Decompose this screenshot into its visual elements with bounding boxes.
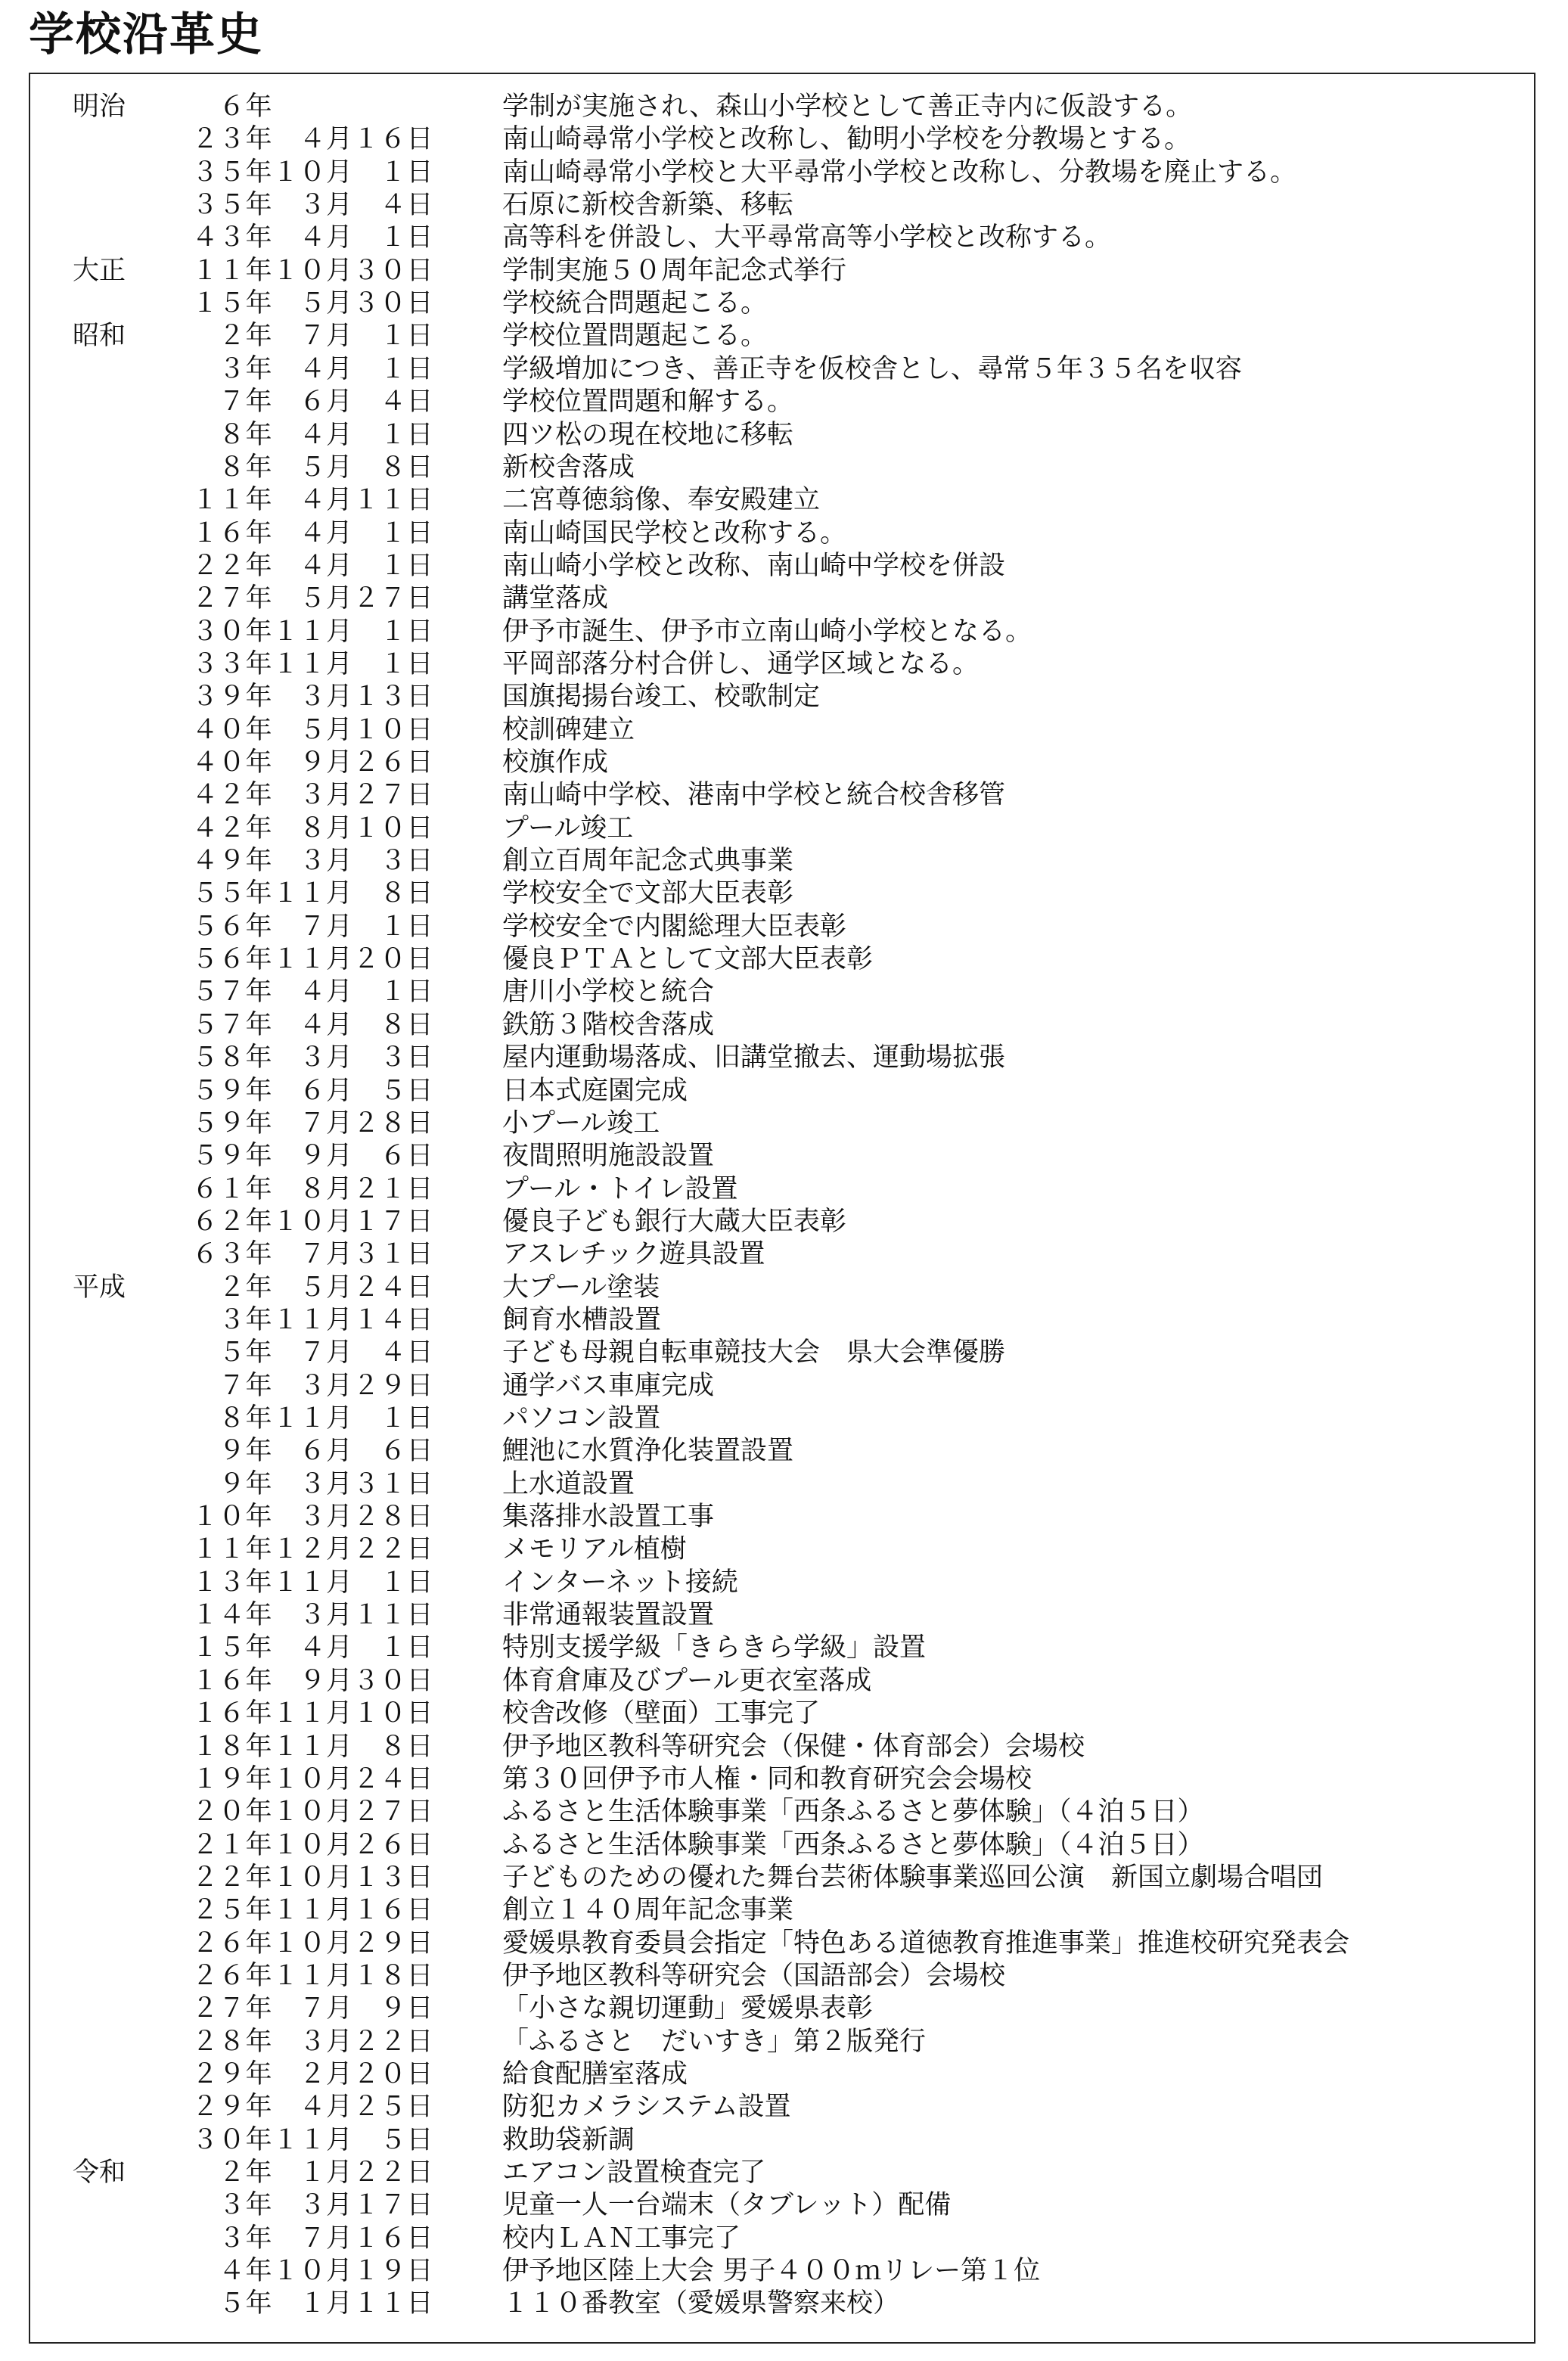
event-cell: 夜間照明施設設置 bbox=[502, 1141, 715, 1172]
date-cell bbox=[136, 2091, 492, 2123]
date-month-day: １１月 ５日 bbox=[272, 2124, 434, 2155]
date-cell bbox=[136, 976, 492, 1008]
event-cell: 講堂落成 bbox=[502, 583, 609, 614]
date-cell bbox=[136, 1337, 492, 1368]
event-cell: 児童一人一台端末（タブレット）配備 bbox=[502, 2190, 952, 2221]
date-year: ７年 bbox=[218, 1370, 272, 1401]
event-cell: 屋内運動場落成、旧講堂撤去、運動場拡張 bbox=[502, 1042, 1006, 1073]
date-year: ５８年 bbox=[191, 1042, 272, 1073]
date-cell bbox=[136, 550, 492, 582]
date-year: ６年 bbox=[218, 92, 272, 122]
date-year: ５５年 bbox=[191, 878, 272, 909]
date-year: ２９年 bbox=[191, 2092, 272, 2123]
date-cell bbox=[136, 845, 492, 877]
date-cell bbox=[136, 484, 492, 516]
date-month-day: １０月２４日 bbox=[272, 1763, 434, 1794]
date-month-day: ５月３０日 bbox=[272, 288, 434, 319]
date-year: ４９年 bbox=[191, 846, 272, 877]
era-label: 明治 bbox=[73, 92, 126, 122]
date-year: ２６年 bbox=[191, 1960, 272, 1991]
date-year: １６年 bbox=[191, 517, 272, 548]
date-cell bbox=[136, 779, 492, 811]
event-cell: インターネット接続 bbox=[502, 1567, 738, 1598]
event-cell: 学制が実施され、森山小学校として善正寺内に仮設する。 bbox=[502, 92, 1193, 122]
date-month-day: １１月 １日 bbox=[272, 1567, 434, 1598]
date-month-day: ４月 １日 bbox=[272, 353, 434, 384]
date-cell bbox=[136, 1173, 492, 1205]
event-cell: 非常通報装置設置 bbox=[502, 1600, 715, 1631]
date-year: ３年 bbox=[218, 353, 272, 384]
date-month-day: ３月２７日 bbox=[272, 780, 434, 811]
event-cell: 体育倉庫及びプール更衣室落成 bbox=[502, 1665, 872, 1696]
event-cell: メモリアル植樹 bbox=[502, 1534, 687, 1565]
event-cell: 子どものための優れた舞台芸術体験事業巡回公演 新国立劇場合唱団 bbox=[502, 1862, 1324, 1893]
date-cell bbox=[136, 1796, 492, 1828]
date-month-day: １２月２２日 bbox=[272, 1534, 434, 1565]
event-cell: 校旗作成 bbox=[502, 747, 609, 778]
date-year: ４２年 bbox=[191, 780, 272, 811]
date-year: ８年 bbox=[218, 1403, 272, 1434]
date-month-day: ４月 １日 bbox=[272, 977, 434, 1008]
date-cell bbox=[136, 2255, 492, 2287]
event-cell: ふるさと生活体験事業「西条ふるさと夢体験」（４泊５日） bbox=[502, 1829, 1204, 1860]
event-cell: 校舎改修（壁面）工事完了 bbox=[502, 1698, 821, 1729]
event-cell: 学校安全で文部大臣表彰 bbox=[502, 878, 794, 909]
date-year: ３年 bbox=[218, 2223, 272, 2254]
date-month-day: ３月２８日 bbox=[272, 1502, 434, 1533]
event-cell: 校内ＬＡＮ工事完了 bbox=[502, 2223, 741, 2254]
date-cell bbox=[136, 91, 492, 123]
date-year: ４０年 bbox=[191, 714, 272, 745]
date-cell bbox=[136, 681, 492, 713]
event-cell: 学校位置問題和解する。 bbox=[502, 387, 794, 418]
era-label: 令和 bbox=[73, 2158, 126, 2189]
date-cell bbox=[136, 2124, 492, 2156]
event-cell: 高等科を併設し、大平尋常高等小学校と改称する。 bbox=[502, 222, 1112, 253]
date-year: １９年 bbox=[191, 1763, 272, 1794]
date-cell bbox=[136, 2026, 492, 2058]
date-month-day: １１月１８日 bbox=[272, 1960, 434, 1991]
date-month-day: １０月３０日 bbox=[272, 255, 434, 286]
event-cell: 創立１４０周年記念事業 bbox=[502, 1895, 794, 1926]
date-cell bbox=[136, 419, 492, 451]
date-year: ５７年 bbox=[191, 1009, 272, 1040]
event-cell: 南山崎国民学校と改称する。 bbox=[502, 517, 847, 548]
date-cell bbox=[136, 1829, 492, 1861]
date-cell bbox=[136, 878, 492, 909]
event-cell: 校訓碑建立 bbox=[502, 714, 635, 745]
date-cell bbox=[136, 287, 492, 319]
date-cell bbox=[136, 1960, 492, 1992]
date-year: １６年 bbox=[191, 1698, 272, 1729]
date-cell bbox=[136, 1238, 492, 1270]
date-month-day: ６月 ５日 bbox=[272, 1075, 434, 1106]
date-month-day: ３月２２日 bbox=[272, 2026, 434, 2057]
date-month-day: ７月２８日 bbox=[272, 1107, 434, 1139]
event-cell: 南山崎小学校と改称、南山崎中学校を併設 bbox=[502, 550, 1006, 581]
date-month-day: １０月２７日 bbox=[272, 1797, 434, 1828]
date-year: ２２年 bbox=[191, 550, 272, 581]
date-cell bbox=[136, 320, 492, 352]
event-cell: アスレチック遊具設置 bbox=[502, 1239, 765, 1270]
event-cell: 石原に新校舎新築、移転 bbox=[502, 190, 794, 221]
date-year: ２７年 bbox=[191, 1993, 272, 2024]
event-cell: 鉄筋３階校舎落成 bbox=[502, 1009, 715, 1040]
date-month-day: ５月１０日 bbox=[272, 714, 434, 745]
date-month-day: ３月１３日 bbox=[272, 682, 434, 713]
date-month-day: ３月 ４日 bbox=[272, 190, 434, 221]
date-year: ３５年 bbox=[191, 190, 272, 221]
date-year: ３０年 bbox=[191, 2124, 272, 2155]
event-cell: プール竣工 bbox=[502, 812, 634, 843]
date-month-day: ８月１０日 bbox=[272, 812, 434, 843]
date-month-day: ３月１１日 bbox=[272, 1600, 434, 1631]
date-cell bbox=[136, 353, 492, 385]
date-year: ５７年 bbox=[191, 977, 272, 1008]
event-cell: 鯉池に水質浄化装置設置 bbox=[502, 1436, 794, 1467]
date-month-day: ９月 ６日 bbox=[272, 1141, 434, 1172]
event-cell: 通学バス車庫完成 bbox=[502, 1370, 715, 1401]
date-month-day: ４月２５日 bbox=[272, 2092, 434, 2123]
date-cell bbox=[136, 911, 492, 943]
date-year: ３年 bbox=[218, 2190, 272, 2221]
date-cell bbox=[136, 648, 492, 680]
date-month-day: ４月１６日 bbox=[272, 124, 434, 155]
date-year: ５９年 bbox=[191, 1107, 272, 1139]
date-year: ３３年 bbox=[191, 648, 272, 679]
date-month-day: ７月３１日 bbox=[272, 1239, 434, 1270]
date-year: ４年 bbox=[218, 2256, 272, 2287]
date-year: ２５年 bbox=[191, 1895, 272, 1926]
date-year: ２１年 bbox=[191, 1829, 272, 1860]
date-year: ２０年 bbox=[191, 1797, 272, 1828]
event-cell: 学校位置問題起こる。 bbox=[502, 321, 768, 352]
date-cell bbox=[136, 386, 492, 418]
date-month-day: １０月１９日 bbox=[272, 2256, 434, 2287]
date-cell bbox=[136, 1928, 492, 1959]
date-month-day: ４月 １日 bbox=[272, 419, 434, 450]
date-year: １６年 bbox=[191, 1665, 272, 1696]
event-cell: 学級増加につき、善正寺を仮校舎とし、尋常５年３５名を収容 bbox=[502, 353, 1242, 384]
event-cell: 愛媛県教育委員会指定「特色ある道徳教育推進事業」推進校研究発表会 bbox=[502, 1928, 1350, 1959]
event-cell: パソコン設置 bbox=[502, 1403, 661, 1434]
date-cell bbox=[136, 1665, 492, 1697]
date-cell bbox=[136, 2288, 492, 2319]
date-month-day: １０月 １日 bbox=[272, 157, 434, 188]
date-month-day: １１月１４日 bbox=[272, 1304, 434, 1335]
date-cell bbox=[136, 582, 492, 614]
date-cell bbox=[136, 1533, 492, 1565]
date-cell bbox=[136, 1501, 492, 1533]
date-year: １１年 bbox=[191, 255, 272, 286]
date-year: １５年 bbox=[191, 288, 272, 319]
date-cell bbox=[136, 1042, 492, 1073]
date-month-day: １１月 ８日 bbox=[272, 1731, 434, 1762]
date-cell bbox=[136, 1731, 492, 1763]
date-year: １１年 bbox=[191, 485, 272, 516]
date-year: ５６年 bbox=[191, 911, 272, 942]
date-month-day: ４月 ８日 bbox=[272, 1009, 434, 1040]
date-cell bbox=[136, 1304, 492, 1336]
date-month-day: ４月 １日 bbox=[272, 1633, 434, 1664]
date-year: １１年 bbox=[191, 1534, 272, 1565]
date-cell bbox=[136, 747, 492, 778]
date-month-day: ５月 ８日 bbox=[272, 452, 434, 483]
date-month-day: １１月 ８日 bbox=[272, 878, 434, 909]
date-month-day: ７月 １日 bbox=[272, 321, 434, 352]
date-year: ５６年 bbox=[191, 944, 272, 975]
date-month-day: ４月 １日 bbox=[272, 517, 434, 548]
date-year: ６２年 bbox=[191, 1206, 272, 1237]
date-cell bbox=[136, 1599, 492, 1631]
page-title: 学校沿革史 bbox=[29, 8, 263, 61]
date-cell bbox=[136, 1632, 492, 1664]
event-cell: 伊予市誕生、伊予市立南山崎小学校となる。 bbox=[502, 616, 1032, 647]
date-month-day: １１月２０日 bbox=[272, 944, 434, 975]
event-cell: 南山崎尋常小学校と大平尋常小学校と改称し、分教場を廃止する。 bbox=[502, 157, 1297, 188]
era-label: 昭和 bbox=[73, 321, 126, 352]
date-cell bbox=[136, 1993, 492, 2024]
date-month-day: ５月２４日 bbox=[272, 1272, 434, 1303]
event-cell: 優良ＰＴＡとして文部大臣表彰 bbox=[502, 944, 874, 975]
event-cell: 伊予地区教科等研究会（保健・体育部会）会場校 bbox=[502, 1731, 1085, 1762]
event-cell: 集落排水設置工事 bbox=[502, 1502, 715, 1533]
date-year: ３０年 bbox=[191, 616, 272, 647]
date-cell bbox=[136, 1370, 492, 1402]
event-cell: プール・トイレ設置 bbox=[502, 1173, 738, 1204]
event-cell: 学校統合問題起こる。 bbox=[502, 288, 768, 319]
date-month-day: １０月２６日 bbox=[272, 1829, 434, 1860]
date-month-day: ３月３１日 bbox=[272, 1468, 434, 1499]
date-year: ２年 bbox=[218, 2158, 272, 2189]
date-month-day: ３月 ３日 bbox=[272, 1042, 434, 1073]
event-cell: 二宮尊徳翁像、奉安殿建立 bbox=[502, 485, 821, 516]
date-cell bbox=[136, 222, 492, 253]
date-cell bbox=[136, 123, 492, 155]
date-month-day: １１月 １日 bbox=[272, 1403, 434, 1434]
date-month-day: １０月１３日 bbox=[272, 1862, 434, 1893]
event-cell: 「ふるさと だいすき」第２版発行 bbox=[502, 2026, 927, 2057]
date-month-day: ４月 １日 bbox=[272, 222, 434, 253]
date-cell bbox=[136, 1435, 492, 1467]
event-cell: 飼育水槽設置 bbox=[502, 1304, 662, 1335]
event-cell: 学制実施５０周年記念式挙行 bbox=[502, 255, 847, 286]
event-cell: 新校舎落成 bbox=[502, 452, 635, 483]
event-cell: 創立百周年記念式典事業 bbox=[502, 846, 794, 877]
date-cell bbox=[136, 452, 492, 483]
date-cell bbox=[136, 1272, 492, 1303]
date-month-day: ６月 ６日 bbox=[272, 1436, 434, 1467]
event-cell: 伊予地区陸上大会 男子４００ｍリレー第１位 bbox=[502, 2256, 1041, 2287]
date-month-day: ３月 ３日 bbox=[272, 846, 434, 877]
date-month-day: ５月２７日 bbox=[272, 583, 434, 614]
date-year: ５９年 bbox=[191, 1075, 272, 1106]
date-cell bbox=[136, 1763, 492, 1795]
event-cell: 四ツ松の現在校地に移転 bbox=[502, 419, 794, 450]
date-cell bbox=[136, 714, 492, 746]
date-cell bbox=[136, 812, 492, 844]
era-label: 大正 bbox=[73, 255, 126, 286]
date-month-day: １月２２日 bbox=[272, 2158, 434, 2189]
date-month-day: ７月 ４日 bbox=[272, 1337, 434, 1368]
event-cell: 南山崎尋常小学校と改称し、勧明小学校を分教場とする。 bbox=[502, 124, 1191, 155]
date-year: ２３年 bbox=[191, 124, 272, 155]
date-year: １３年 bbox=[191, 1567, 272, 1598]
event-cell: 子ども母親自転車競技大会 県大会準優勝 bbox=[502, 1337, 1006, 1368]
date-cell bbox=[136, 616, 492, 648]
date-month-day: １１月１６日 bbox=[272, 1895, 434, 1926]
date-month-day: １１月 １日 bbox=[272, 616, 434, 647]
date-cell bbox=[136, 1140, 492, 1172]
event-cell: 救助袋新調 bbox=[502, 2124, 635, 2155]
event-cell: 「小さな親切運動」愛媛県表彰 bbox=[502, 1993, 874, 2024]
date-cell bbox=[136, 1567, 492, 1598]
event-cell: 唐川小学校と統合 bbox=[502, 977, 715, 1008]
date-year: ２６年 bbox=[191, 1928, 272, 1959]
date-year: ３年 bbox=[218, 1304, 272, 1335]
date-cell bbox=[136, 1206, 492, 1238]
event-cell: 日本式庭園完成 bbox=[502, 1075, 688, 1106]
date-month-day: １月１１日 bbox=[272, 2288, 434, 2319]
date-month-day: ６月 ４日 bbox=[272, 387, 434, 418]
event-cell: 南山崎中学校、港南中学校と統合校舎移管 bbox=[502, 780, 1006, 811]
date-year: １５年 bbox=[191, 1633, 272, 1664]
date-cell bbox=[136, 2058, 492, 2090]
date-year: ９年 bbox=[218, 1468, 272, 1499]
date-year: ２７年 bbox=[191, 583, 272, 614]
date-month-day: ４月 １日 bbox=[272, 550, 434, 581]
date-month-day: ２月２０日 bbox=[272, 2059, 434, 2089]
date-cell bbox=[136, 2223, 492, 2254]
date-cell bbox=[136, 189, 492, 221]
event-cell: ふるさと生活体験事業「西条ふるさと夢体験」（４泊５日） bbox=[502, 1797, 1204, 1828]
date-cell bbox=[136, 1075, 492, 1107]
date-cell bbox=[136, 943, 492, 975]
date-month-day: ４月１１日 bbox=[272, 485, 434, 516]
date-cell bbox=[136, 2189, 492, 2221]
date-year: １４年 bbox=[191, 1600, 272, 1631]
date-cell bbox=[136, 157, 492, 188]
date-year: ２年 bbox=[218, 321, 272, 352]
date-month-day: ７月 ９日 bbox=[272, 1993, 434, 2024]
date-month-day: １１月１０日 bbox=[272, 1698, 434, 1729]
date-cell bbox=[136, 1107, 492, 1139]
date-year: ２９年 bbox=[191, 2059, 272, 2089]
date-month-day: ９月３０日 bbox=[272, 1665, 434, 1696]
date-year: ２２年 bbox=[191, 1862, 272, 1893]
event-cell: 国旗掲揚台竣工、校歌制定 bbox=[502, 682, 821, 713]
event-cell: エアコン設置検査完了 bbox=[502, 2158, 766, 2189]
date-month-day: ７月１６日 bbox=[272, 2223, 434, 2254]
event-cell: 特別支援学級「きらきら学級」設置 bbox=[502, 1633, 927, 1664]
date-year: ６１年 bbox=[191, 1173, 272, 1204]
date-year: ４２年 bbox=[191, 812, 272, 843]
event-cell: １１０番教室（愛媛県警察来校） bbox=[502, 2288, 900, 2319]
history-table bbox=[29, 73, 1535, 2344]
date-cell bbox=[136, 1009, 492, 1041]
date-year: ５年 bbox=[218, 1337, 272, 1368]
date-cell bbox=[136, 1862, 492, 1893]
date-year: ５９年 bbox=[191, 1141, 272, 1172]
date-month-day: ８月２１日 bbox=[272, 1173, 434, 1204]
date-cell bbox=[136, 517, 492, 549]
event-cell: 伊予地区教科等研究会（国語部会）会場校 bbox=[502, 1960, 1006, 1991]
event-cell: 防犯カメラシステム設置 bbox=[502, 2092, 791, 2123]
date-month-day: ９月２６日 bbox=[272, 747, 434, 778]
event-cell: 学校安全で内閣総理大臣表彰 bbox=[502, 911, 847, 942]
date-year: ８年 bbox=[218, 452, 272, 483]
event-cell: 給食配膳室落成 bbox=[502, 2059, 688, 2089]
event-cell: 大プール塗装 bbox=[502, 1272, 660, 1303]
date-month-day: １１月 １日 bbox=[272, 648, 434, 679]
date-year: ４３年 bbox=[191, 222, 272, 253]
date-year: ３５年 bbox=[191, 157, 272, 188]
event-cell: 第３０回伊予市人権・同和教育研究会会場校 bbox=[502, 1763, 1032, 1794]
date-month-day: １０月２９日 bbox=[272, 1928, 434, 1959]
date-cell bbox=[136, 2157, 492, 2189]
event-cell: 平岡部落分村合併し、通学区域となる。 bbox=[502, 648, 980, 679]
date-cell bbox=[136, 1403, 492, 1434]
date-year: ２８年 bbox=[191, 2026, 272, 2057]
date-year: ３９年 bbox=[191, 682, 272, 713]
date-year: １８年 bbox=[191, 1731, 272, 1762]
event-cell: 小プール竣工 bbox=[502, 1107, 660, 1139]
date-cell bbox=[136, 1698, 492, 1729]
date-year: ５年 bbox=[218, 2288, 272, 2319]
date-year: ４０年 bbox=[191, 747, 272, 778]
date-cell bbox=[136, 1468, 492, 1500]
date-cell bbox=[136, 1894, 492, 1926]
date-year: ６３年 bbox=[191, 1239, 272, 1270]
date-month-day: ３月１７日 bbox=[272, 2190, 434, 2221]
date-year: ８年 bbox=[218, 419, 272, 450]
date-month-day: ３月２９日 bbox=[272, 1370, 434, 1401]
date-year: ９年 bbox=[218, 1436, 272, 1467]
event-cell: 優良子ども銀行大蔵大臣表彰 bbox=[502, 1206, 847, 1237]
date-cell bbox=[136, 255, 492, 287]
date-year: １０年 bbox=[191, 1502, 272, 1533]
era-label: 平成 bbox=[73, 1272, 126, 1303]
date-month-day: １０月１７日 bbox=[272, 1206, 434, 1237]
date-year: ７年 bbox=[218, 387, 272, 418]
date-month-day: ７月 １日 bbox=[272, 911, 434, 942]
date-year: ２年 bbox=[218, 1272, 272, 1303]
event-cell: 上水道設置 bbox=[502, 1468, 635, 1499]
